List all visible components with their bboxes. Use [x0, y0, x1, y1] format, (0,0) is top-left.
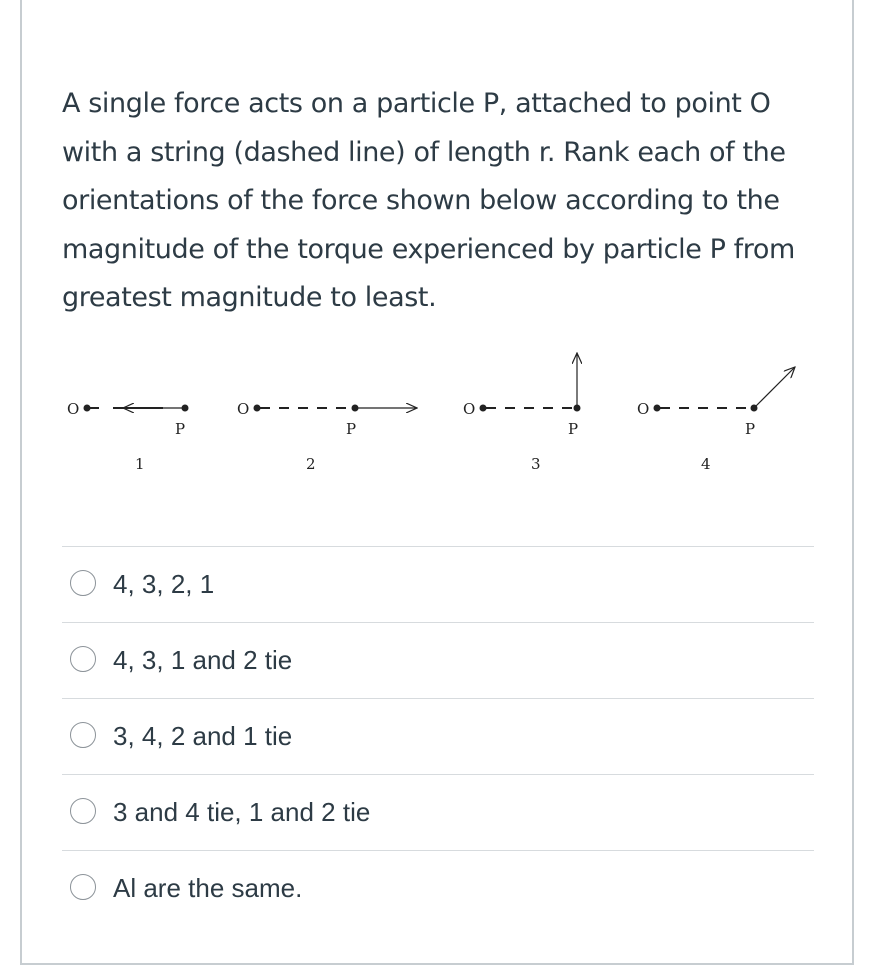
point-o-dot — [480, 405, 487, 412]
answer-option-3[interactable] — [62, 698, 814, 774]
point-o-dot — [84, 405, 91, 412]
answer-option-5[interactable] — [62, 850, 814, 926]
particle-p-dot — [182, 405, 189, 412]
particle-p-label: P — [745, 420, 756, 438]
diagram-1 — [67, 400, 189, 473]
question-text: A single force acts on a particle P, attached to point O with a string (dashed line) of length r. Rank each of the orientations of the force shown below according to the magnitude of the torque experienced by particle P from greatest magnitude to least. — [62, 88, 795, 313]
answer-label[interactable]: 4, 3, 1 and 2 tie — [113, 645, 293, 675]
diagram-number: 3 — [531, 455, 541, 473]
diagram-3 — [463, 353, 581, 473]
radio-button[interactable] — [70, 874, 96, 900]
point-o-label: O — [463, 400, 476, 418]
point-o-dot — [654, 405, 661, 412]
point-o-label: O — [637, 400, 650, 418]
diagram-4 — [637, 367, 795, 473]
diagram-number: 1 — [135, 455, 145, 473]
radio-button[interactable] — [70, 646, 96, 672]
answer-list — [62, 546, 814, 926]
point-o-label: O — [237, 400, 250, 418]
point-o-label: O — [67, 400, 80, 418]
answer-label[interactable]: 3, 4, 2 and 1 tie — [113, 721, 293, 751]
point-o-dot — [254, 405, 261, 412]
diagram-2 — [237, 400, 417, 473]
particle-p-label: P — [568, 420, 579, 438]
radio-button[interactable] — [70, 570, 96, 596]
radio-button[interactable] — [70, 722, 96, 748]
answer-option-1[interactable] — [62, 546, 814, 622]
answer-option-4[interactable] — [62, 774, 814, 850]
diagram-number: 2 — [306, 455, 316, 473]
answer-label[interactable]: 4, 3, 2, 1 — [113, 569, 215, 599]
force-arrow-diagonal — [754, 367, 795, 408]
diagram-number: 4 — [701, 455, 711, 473]
torque-diagrams — [55, 345, 815, 485]
answer-label[interactable]: 3 and 4 tie, 1 and 2 tie — [113, 797, 371, 827]
particle-p-label: P — [175, 420, 186, 438]
particle-p-label: P — [346, 420, 357, 438]
answer-option-2[interactable] — [62, 622, 814, 698]
answer-label[interactable]: Al are the same. — [113, 873, 303, 903]
radio-button[interactable] — [70, 798, 96, 824]
